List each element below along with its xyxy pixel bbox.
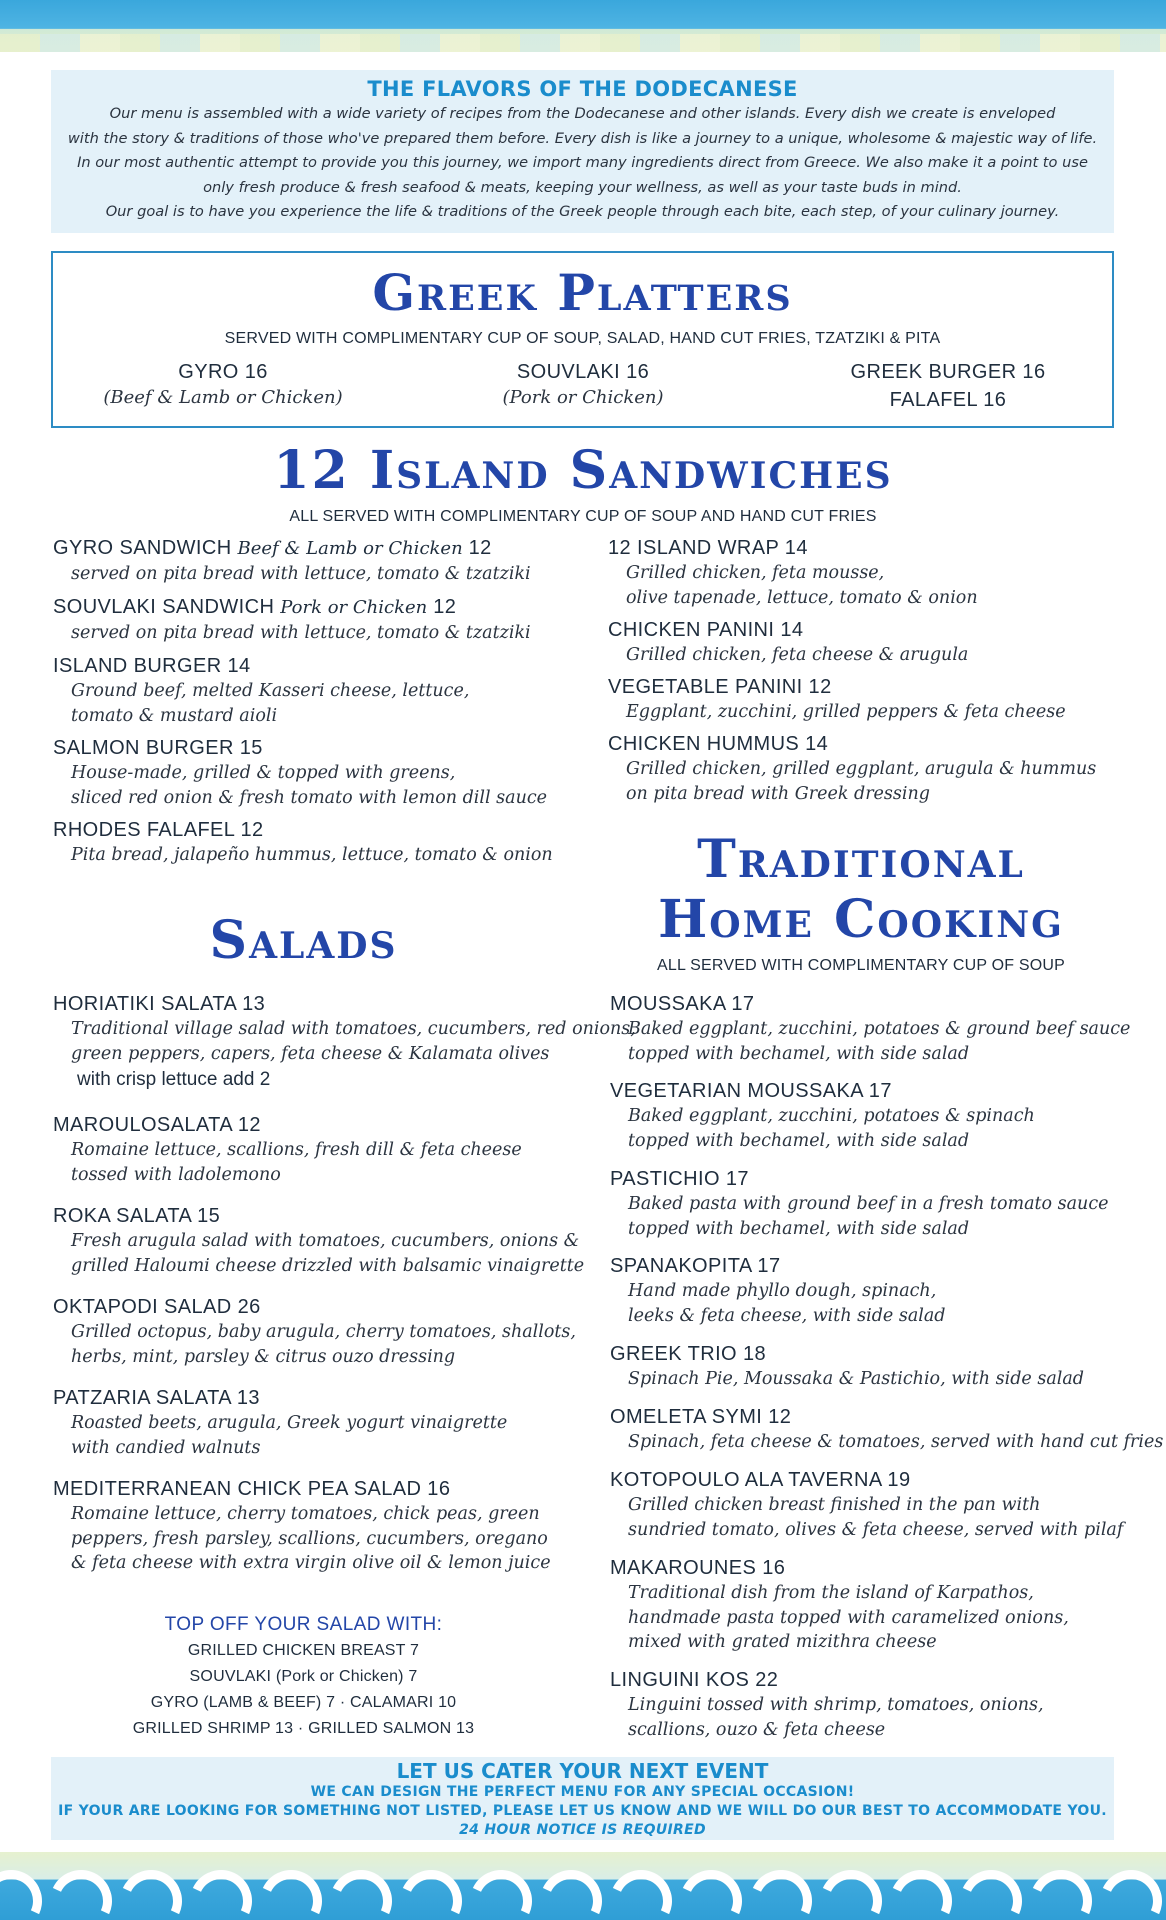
- catering-title: LET US CATER YOUR NEXT EVENT: [396, 1759, 769, 1783]
- wave-ornament: [181, 1861, 260, 1920]
- menu-item-roka-salata: [53, 1203, 584, 1278]
- item-desc: sundried tomato, olives & feta cheese, served with pilaf: [628, 1519, 1124, 1540]
- wave-ornament: [321, 1861, 400, 1920]
- platter-note: (Beef & Lamb or Chicken): [103, 387, 343, 408]
- item-name: GREEK TRIO 18: [610, 1343, 766, 1365]
- item-name: [53, 535, 531, 562]
- item-desc: Baked eggplant, zucchini, potatoes & ground beef sauce: [628, 1019, 1131, 1039]
- menu-item-souvlaki-sandwich: [53, 594, 531, 646]
- item-desc: Ground beef, melted Kasseri cheese, lettuce,: [71, 681, 470, 701]
- platter-item-souvlaki: [413, 358, 753, 410]
- item-name: CHICKEN HUMMUS 14: [608, 733, 829, 755]
- menu-item-kotopoulo-ala-taverna: [610, 1467, 1123, 1542]
- platter-name: GYRO 16: [178, 361, 268, 383]
- menu-item-vegetable-panini: [608, 674, 1066, 725]
- greek-platters-box: [51, 251, 1114, 428]
- wave-ornament: [41, 1861, 120, 1920]
- menu-item-chicken-panini: [608, 617, 968, 668]
- item-desc: leeks & feta cheese, with side salad: [628, 1305, 946, 1326]
- intro-line: only fresh produce & fresh seafood & meats, keeping your wellness, as well as your taste buds in mind.: [203, 178, 962, 196]
- wave-ornament: [391, 1861, 470, 1920]
- platters-subtitle: SERVED WITH COMPLIMENTARY CUP OF SOUP, SALAD, HAND CUT FRIES, TZATZIKI & PITA: [224, 330, 941, 347]
- item-name: LINGUINI KOS 22: [610, 1669, 779, 1691]
- item-desc: grilled Haloumi cheese drizzled with balsamic vinaigrette: [71, 1255, 585, 1276]
- wave-ornament: [0, 1861, 51, 1920]
- item-desc: Baked pasta with ground beef in a fresh tomato sauce: [628, 1194, 1109, 1214]
- menu-item-spanakopita: [610, 1253, 946, 1328]
- item-desc: served on pita bread with lettuce, tomato & tzatziki: [71, 623, 531, 643]
- item-desc: Grilled chicken, feta cheese & arugula: [626, 645, 969, 665]
- menu-item-maroulosalata: [53, 1112, 522, 1187]
- menu-item-rhodes-falafel: [53, 817, 553, 868]
- item-addon: with crisp lettuce add 2: [77, 1069, 271, 1090]
- catering-box: [51, 1757, 1114, 1840]
- item-name: ROKA SALATA 15: [53, 1205, 221, 1227]
- platter-name: GREEK BURGER 16: [850, 361, 1046, 383]
- item-name: OMELETA SYMI 12: [610, 1406, 792, 1428]
- menu-item-chick-pea-salad: [53, 1476, 551, 1576]
- item-desc: Hand made phyllo dough, spinach,: [628, 1281, 937, 1301]
- menu-item-linguini-kos: [610, 1667, 1044, 1742]
- platter-name-falafel: FALAFEL 16: [889, 389, 1007, 411]
- menu-item-chicken-hummus: [608, 731, 1096, 806]
- item-name: PASTICHIO 17: [610, 1168, 749, 1190]
- item-desc: Linguini tossed with shrimp, tomatoes, onions,: [628, 1695, 1044, 1715]
- item-name: MAROULOSALATA 12: [53, 1114, 261, 1136]
- item-desc: topped with bechamel, with side salad: [628, 1130, 970, 1151]
- item-desc: House-made, grilled & topped with greens,: [71, 763, 456, 783]
- topping-line: GRILLED SHRIMP 13 · GRILLED SALMON 13: [132, 1720, 475, 1737]
- menu-item-makarounes: [610, 1555, 1069, 1655]
- menu-item-pastichio: [610, 1166, 1108, 1241]
- salads-title: Salads: [209, 910, 398, 971]
- item-desc: sliced red onion & fresh tomato with lemon dill sauce: [71, 787, 547, 808]
- intro-title: THE FLAVORS OF THE DODECANESE: [367, 77, 798, 101]
- item-desc: herbs, mint, parsley & citrus ouzo dressing: [71, 1346, 456, 1367]
- item-desc: mixed with grated mizithra cheese: [628, 1632, 937, 1652]
- item-desc: Romaine lettuce, scallions, fresh dill & feta cheese: [71, 1140, 522, 1160]
- menu-item-omeleta-symi: [610, 1404, 1163, 1455]
- item-name: RHODES FALAFEL 12: [53, 819, 264, 841]
- topping-line: SOUVLAKI (Pork or Chicken) 7: [189, 1668, 418, 1685]
- sandwiches-subtitle: ALL SERVED WITH COMPLIMENTARY CUP OF SOUP AND HAND CUT FRIES: [289, 508, 877, 525]
- topping-line: GYRO (LAMB & BEEF) 7 · CALAMARI 10: [150, 1694, 457, 1711]
- sandwiches-title: 12 Island Sandwiches: [273, 440, 893, 501]
- topping-title: TOP OFF YOUR SALAD WITH:: [164, 1614, 443, 1635]
- traditional-title-line: Home Cooking: [658, 889, 1064, 950]
- top-decorative-band: [0, 0, 1166, 52]
- intro-box: [51, 70, 1114, 233]
- platter-item-greek-burger: [783, 358, 1113, 414]
- wave-ornament: [531, 1861, 610, 1920]
- item-price: 12: [462, 537, 492, 559]
- item-name: VEGETABLE PANINI 12: [608, 676, 832, 698]
- item-name: MOUSSAKA 17: [610, 993, 755, 1015]
- wave-ornament: [111, 1861, 190, 1920]
- item-name: [53, 594, 531, 621]
- item-desc: peppers, fresh parsley, scallions, cucumbers, oregano: [71, 1528, 548, 1549]
- item-name: PATZARIA SALATA 13: [53, 1387, 260, 1409]
- platter-note: (Pork or Chicken): [502, 387, 664, 408]
- catering-line: IF YOUR ARE LOOKING FOR SOMETHING NOT LISTED, PLEASE LET US KNOW AND WE WILL DO OUR BEST TO ACCOMMODATE YOU.: [58, 1803, 1107, 1819]
- catering-line: WE CAN DESIGN THE PERFECT MENU FOR ANY SPECIAL OCCASION!: [310, 1784, 855, 1800]
- intro-line: Our menu is assembled with a wide variety of recipes from the Dodecanese and other islands. Every dish we create is enveloped: [109, 105, 1056, 122]
- traditional-title: [608, 830, 1114, 950]
- item-desc: scallions, ouzo & feta cheese: [628, 1719, 886, 1740]
- item-desc: tossed with ladolemono: [71, 1164, 281, 1185]
- item-desc: handmade pasta topped with caramelized onions,: [628, 1607, 1069, 1628]
- item-desc: Grilled octopus, baby arugula, cherry tomatoes, shallots,: [71, 1322, 576, 1342]
- item-name: ISLAND BURGER 14: [53, 655, 251, 677]
- item-desc: olive tapenade, lettuce, tomato & onion: [626, 587, 978, 608]
- menu-item-gyro-sandwich: [53, 535, 531, 587]
- wave-ornament: [811, 1861, 890, 1920]
- wave-ornament: [251, 1861, 330, 1920]
- item-inline-note: Beef & Lamb or Chicken: [237, 538, 463, 559]
- item-desc: Romaine lettuce, cherry tomatoes, chick peas, green: [71, 1504, 540, 1524]
- item-name: MAKAROUNES 16: [610, 1557, 786, 1579]
- intro-line: with the story & traditions of those who've prepared them before. Every dish is like a journey to a unique, wholesome & majestic way of life.: [67, 129, 1098, 147]
- catering-notice: 24 HOUR NOTICE IS REQUIRED: [459, 1822, 706, 1838]
- item-desc: Eggplant, zucchini, grilled peppers & feta cheese: [626, 702, 1066, 722]
- menu-item-island-wrap: [608, 535, 978, 610]
- menu-item-island-burger: [53, 653, 469, 728]
- menu-item-oktapodi-salad: [53, 1294, 576, 1369]
- wave-ornament: [1021, 1861, 1100, 1920]
- intro-line: Our goal is to have you experience the life & traditions of the Greek people through each bite, each step, of your culinary journey.: [105, 203, 1060, 220]
- wave-ornament: [601, 1861, 680, 1920]
- topping-line: GRILLED CHICKEN BREAST 7: [187, 1642, 420, 1659]
- item-desc: Fresh arugula salad with tomatoes, cucumbers, onions &: [71, 1231, 580, 1251]
- item-title: GYRO SANDWICH: [53, 537, 238, 559]
- wave-ornament: [671, 1861, 750, 1920]
- item-desc: served on pita bread with lettuce, tomato & tzatziki: [71, 564, 531, 584]
- item-desc: Spinach Pie, Moussaka & Pastichio, with side salad: [628, 1369, 1084, 1389]
- item-title: SOUVLAKI SANDWICH: [53, 596, 281, 618]
- item-name: 12 ISLAND WRAP 14: [608, 537, 808, 559]
- item-name: KOTOPOULO ALA TAVERNA 19: [610, 1469, 911, 1491]
- item-desc: Baked eggplant, zucchini, potatoes & spinach: [628, 1106, 1035, 1126]
- menu-item-greek-trio: [610, 1341, 1084, 1392]
- item-desc: Pita bread, jalapeño hummus, lettuce, tomato & onion: [71, 845, 553, 865]
- menu-item-salmon-burger: [53, 735, 547, 810]
- item-price: 12: [427, 596, 457, 618]
- item-name: CHICKEN PANINI 14: [608, 619, 804, 641]
- item-desc: Roasted beets, arugula, Greek yogurt vinaigrette: [71, 1413, 508, 1433]
- item-desc: with candied walnuts: [71, 1437, 261, 1458]
- platters-title: Greek Platters: [372, 263, 793, 322]
- platter-item-gyro: [53, 358, 393, 410]
- menu-item-moussaka: [610, 991, 1130, 1066]
- item-name: HORIATIKI SALATA 13: [53, 993, 266, 1015]
- traditional-title-line: Traditional: [697, 829, 1025, 890]
- item-desc: topped with bechamel, with side salad: [628, 1043, 970, 1064]
- item-desc: tomato & mustard aioli: [71, 705, 278, 726]
- item-desc: green peppers, capers, feta cheese & Kalamata olives: [71, 1043, 550, 1064]
- item-desc: & feta cheese with extra virgin olive oil & lemon juice: [71, 1553, 551, 1573]
- item-name: SALMON BURGER 15: [53, 737, 263, 759]
- item-desc: Grilled chicken, grilled eggplant, arugula & hummus: [626, 759, 1097, 779]
- item-desc: Traditional dish from the island of Karpathos,: [628, 1583, 1034, 1603]
- item-desc: on pita bread with Greek dressing: [626, 783, 930, 804]
- wave-ornament: [1091, 1861, 1166, 1920]
- menu-item-vegetarian-moussaka: [610, 1078, 1035, 1153]
- intro-line: In our most authentic attempt to provide you this journey, we import many ingredients direct from Greece. We also make it a point to use: [77, 154, 1088, 171]
- wave-ornament: [461, 1861, 540, 1920]
- platter-name: SOUVLAKI 16: [516, 361, 650, 383]
- bottom-wave-band: [0, 1852, 1166, 1920]
- menu-item-horiatiki-salata: [53, 991, 636, 1094]
- item-name: SPANAKOPITA 17: [610, 1255, 781, 1277]
- wave-ornament: [741, 1861, 820, 1920]
- salad-topping-list: [51, 1612, 556, 1742]
- item-desc: Grilled chicken breast finished in the pan with: [628, 1495, 1041, 1515]
- traditional-subtitle: ALL SERVED WITH COMPLIMENTARY CUP OF SOUP: [657, 957, 1065, 974]
- item-name: OKTAPODI SALAD 26: [53, 1296, 261, 1318]
- menu-item-patzaria-salata: [53, 1385, 507, 1460]
- item-desc: topped with bechamel, with side salad: [628, 1218, 970, 1239]
- item-desc: Traditional village salad with tomatoes, cucumbers, red onions,: [71, 1019, 636, 1039]
- item-inline-note: Pork or Chicken: [280, 597, 428, 618]
- item-name: VEGETARIAN MOUSSAKA 17: [610, 1080, 892, 1102]
- item-name: MEDITERRANEAN CHICK PEA SALAD 16: [53, 1478, 451, 1500]
- item-desc: Grilled chicken, feta mousse,: [626, 563, 885, 583]
- wave-ornament: [881, 1861, 960, 1920]
- item-desc: Spinach, feta cheese & tomatoes, served with hand cut fries: [628, 1432, 1164, 1452]
- wave-ornament: [951, 1861, 1030, 1920]
